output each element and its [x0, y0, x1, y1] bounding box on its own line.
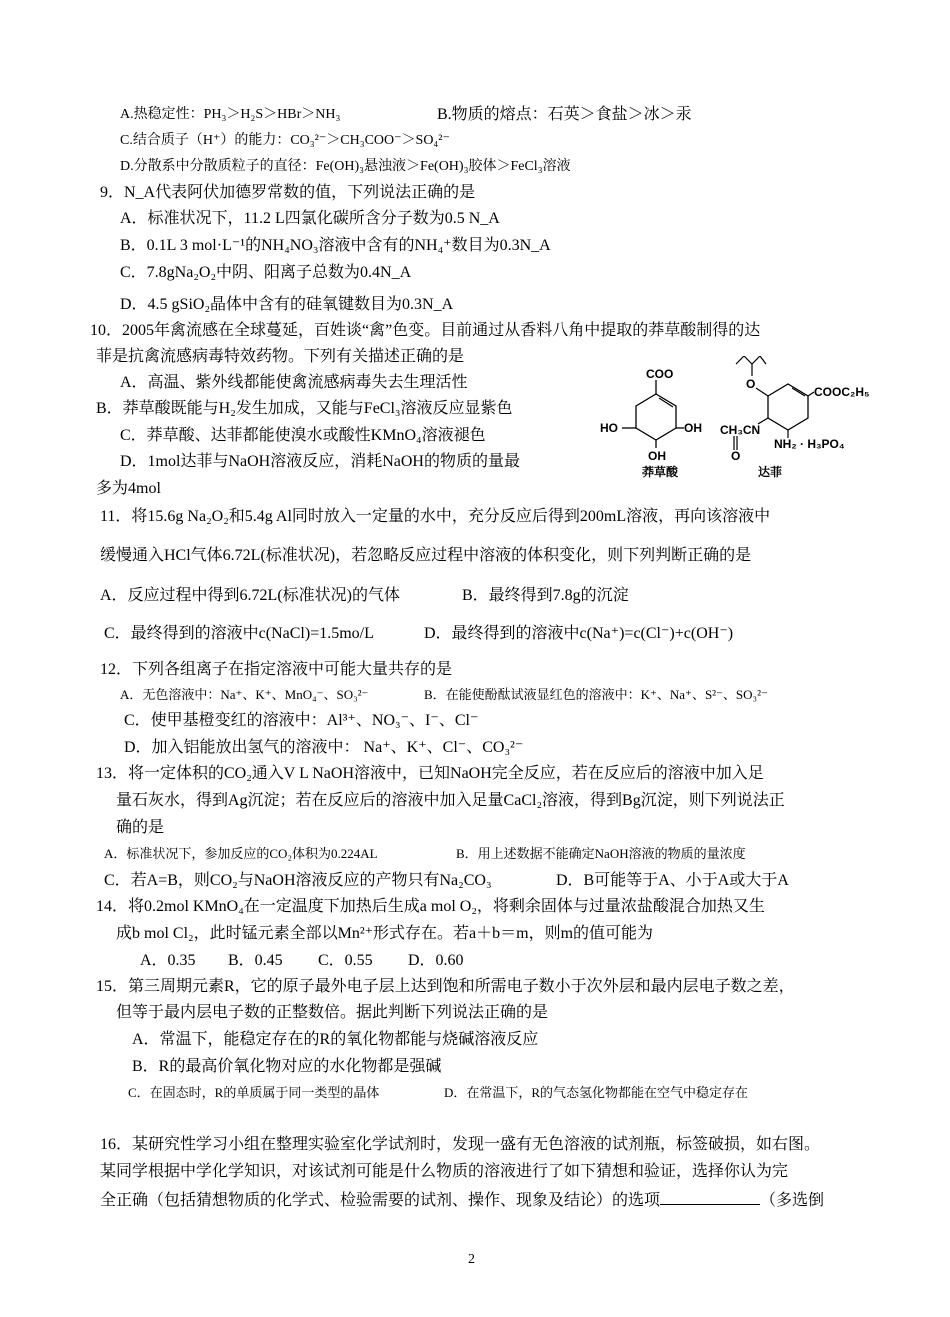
q13-stem-2: 量石灰水，得到Ag沉淀；若在反应后的溶液中加入足量CaCl₂溶液，得到Bg沉淀，则下列说法正 [116, 792, 785, 809]
q13-C: C．若A=B，则CO₂与NaOH溶液反应的产物只有Na₂CO₃ [104, 872, 492, 889]
tamiflu-salt: NH₂ · H₃PO₄ [774, 437, 845, 451]
q11-stem-2: 缓慢通入HCl气体6.72L(标准状况)，若忽略反应过程中溶液的体积变化，则下列判断正确的是 [100, 547, 752, 564]
shikimic-ho: HO [600, 421, 618, 435]
q12-A: A．无色溶液中：Na⁺、K⁺、MnO₄⁻、SO₃²⁻ [120, 687, 369, 702]
q16-stem-3-tail: （多选倒 [760, 1192, 825, 1209]
q11-A: A．反应过程中得到6.72L(标准状况)的气体 [100, 587, 400, 604]
q13-D: D．B可能等于A、小于A或大于A [556, 872, 789, 889]
q13-stem-3: 确的是 [116, 819, 165, 836]
tamiflu-ring-o: O [746, 377, 756, 391]
q15-stem-1: 15．第三周期元素R，它的原子最外电子层上达到饱和所需电子数小于次外层和最内层电子数之差， [96, 978, 795, 995]
q10-A: A．高温、紫外线都能使禽流感病毒失去生理活性 [120, 374, 468, 391]
shikimic-cooh: COO [646, 367, 674, 381]
q10-D-cont: 多为4mol [96, 480, 161, 497]
q12-D: D．加入铝能放出氢气的溶液中： Na⁺、K⁺、Cl⁻、CO₃²⁻ [124, 739, 524, 756]
page-number: 2 [468, 1252, 475, 1267]
q13-stem-1: 13．将一定体积的CO₂通入V L NaOH溶液中，已知NaOH完全反应，若在反应后的溶液中加入足 [96, 765, 764, 782]
line-8B: B.物质的熔点：石英＞食盐＞冰＞汞 [437, 106, 692, 123]
line-8C: C.结合质子（H⁺）的能力：CO₃²⁻＞CH₃COO⁻＞SO₄²⁻ [120, 133, 450, 148]
q16-stem-3-text: 全正确（包括猜想物质的化学式、检验需要的试剂、操作、现象及结论）的选项 [100, 1192, 661, 1209]
q10-stem-1: 10．2005年禽流感在全球蔓延，百姓谈“禽”色变。目前通过从香料八角中提取的莽草酸制得的达 [90, 322, 761, 339]
q12-stem: 12．下列各组离子在指定溶液中可能大量共存的是 [100, 661, 453, 678]
q12-B: B．在能使酚酞试液显红色的溶液中：K⁺、Na⁺、S²⁻、SO₃²⁻ [424, 687, 768, 702]
q12-C: C．使甲基橙变红的溶液中：Al³⁺、NO₃⁻、I⁻、Cl⁻ [124, 712, 479, 729]
q15-A: A．常温下，能稳定存在的R的氧化物都能与烧碱溶液反应 [132, 1031, 539, 1048]
q14-A: A．0.35 [140, 952, 196, 969]
tamiflu-amide-o: O [731, 449, 741, 463]
line-8D: D.分散系中分散质粒子的直径：Fe(OH)₃悬浊液＞Fe(OH)₃胶体＞FeCl₃溶液 [120, 159, 571, 174]
q15-B: B．R的最高价氧化物对应的水化物都是强碱 [132, 1058, 442, 1075]
q10-B: B．莽草酸既能与H₂发生加成，又能与FeCl₃溶液反应显紫色 [96, 400, 513, 417]
shikimic-acid-structure [600, 367, 702, 479]
tamiflu-amide-n: CH₃CN [720, 423, 761, 437]
q10-C: C．莽草酸、达菲都能使溴水或酸性KMnO₄溶液褪色 [120, 427, 486, 444]
q9-stem: 9．N_A代表阿伏加德罗常数的值，下列说法正确的是 [100, 184, 476, 201]
shikimic-oh-right: OH [684, 421, 702, 435]
q11-C: C．最终得到的溶液中c(NaCl)=1.5mo/L [104, 625, 374, 642]
line-8A: A.热稳定性：PH₃＞H₂S＞HBr＞NH₃ [120, 107, 341, 122]
q14-stem-1: 14．将0.2mol KMnO₄在一定温度下加热后生成a mol O₂，将剩余固体与过量浓盐酸混合加热又生 [96, 898, 765, 915]
q11-B: B．最终得到7.8g的沉淀 [462, 587, 629, 604]
q15-stem-2: 但等于最内层电子数的正整数倍。据此判断下列说法正确的是 [116, 1004, 549, 1021]
q11-D: D．最终得到的溶液中c(Na⁺)=c(Cl⁻)+c(OH⁻) [424, 625, 734, 642]
q11-stem-1: 11．将15.6g Na₂O₂和5.4g Al同时放入一定量的水中，充分反应后得到200mL溶液，再向该溶液中 [100, 508, 771, 525]
q9-B: B．0.1L 3 mol·L⁻¹的NH₄NO₃溶液中含有的NH₄⁺数目为0.3N_A [120, 237, 551, 254]
q9-C: C．7.8gNa₂O₂中阴、阳离子总数为0.4N_A [120, 264, 412, 281]
q14-D: D．0.60 [408, 952, 464, 969]
tamiflu-name: 达菲 [758, 465, 783, 479]
q10-D: D．1mol达菲与NaOH溶液反应，消耗NaOH的物质的量最 [120, 453, 520, 470]
q9-A: A．标准状况下，11.2 L四氯化碳所含分子数为0.5 N_A [120, 210, 500, 227]
q16-stem-2: 某同学根据中学化学知识，对该试剂可能是什么物质的溶液进行了如下猜想和验证，选择你认为完 [100, 1163, 789, 1180]
q10-stem-2: 菲是抗禽流感病毒特效药物。下列有关描述正确的是 [96, 348, 465, 365]
q14-C: C．0.55 [318, 952, 373, 969]
tamiflu-structure [720, 356, 870, 479]
q16-stem-3 [100, 1188, 824, 1212]
q16-stem-1: 16．某研究性学习小组在整理实验室化学试剂时，发现一盛有无色溶液的试剂瓶，标签破损，如右图。 [100, 1136, 821, 1153]
answer-blank[interactable] [660, 1188, 760, 1205]
q14-stem-2: 成b mol Cl₂，此时锰元素全部以Mn²⁺形式存在。若a＋b＝m，则m的值可能为 [116, 925, 654, 942]
tamiflu-ester: COOC₂H₅ [814, 385, 870, 399]
q15-D: D．在常温下，R的气态氢化物都能在空气中稳定存在 [444, 1085, 749, 1100]
shikimic-name: 莽草酸 [642, 465, 679, 479]
q13-A: A．标准状况下，参加反应的CO₂体积为0.224AL [104, 846, 378, 861]
shikimic-oh-bottom: OH [648, 449, 666, 463]
q15-C: C．在固态时，R的单质属于同一类型的晶体 [128, 1085, 380, 1100]
q13-B: B．用上述数据不能确定NaOH溶液的物质的量浓度 [456, 846, 746, 861]
structure-figure [596, 356, 886, 482]
q9-D: D．4.5 gSiO₂晶体中含有的硅氧键数目为0.3N_A [120, 296, 454, 313]
q14-B: B．0.45 [228, 952, 283, 969]
